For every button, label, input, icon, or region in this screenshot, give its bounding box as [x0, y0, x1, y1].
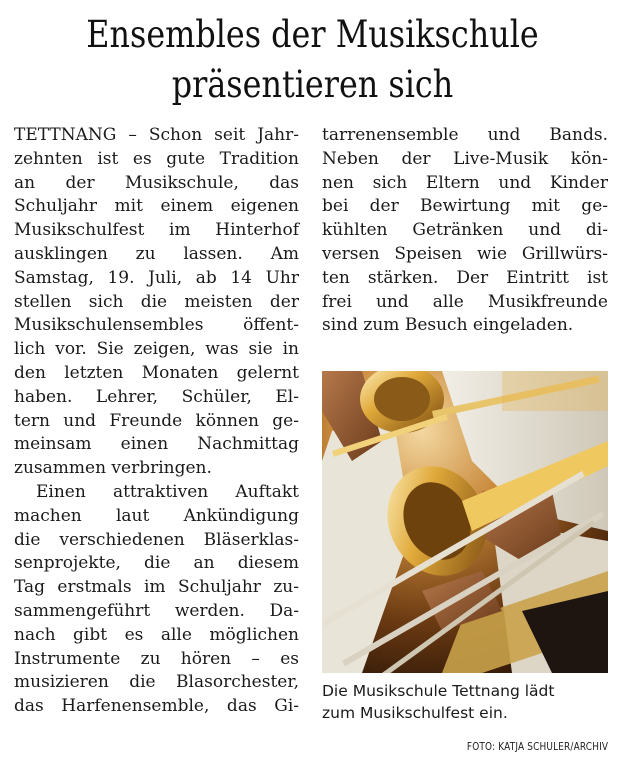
article-line: bei der Bewirtung mit ge-	[322, 196, 608, 217]
article-line: sind zum Besuch eingeladen.	[322, 315, 574, 336]
article-line: meinsam einen Nachmittag	[14, 434, 299, 455]
article-line: nach gibt es alle möglichen	[14, 624, 299, 645]
article-line: versen Speisen wie Grillwürs-	[322, 243, 608, 264]
article-line: zusammen verbringen.	[14, 458, 212, 479]
article-line: sammengeführt werden. Da-	[14, 600, 299, 621]
article-line: Musikschulfest im Hinterhof	[14, 220, 299, 241]
article-right-column	[322, 124, 608, 338]
photo-caption	[322, 680, 608, 724]
article-line: tarrenensemble und Bands.	[322, 125, 608, 145]
article-line: TETTNANG – Schon seit Jahr-	[14, 125, 299, 145]
article-line: musizieren die Blasorchester,	[14, 672, 299, 693]
article-line: Neben der Live-Musik kön-	[322, 148, 608, 169]
article-line: das Harfenensemble, das Gi-	[14, 696, 299, 717]
article-line: Instrumente zu hören – es	[14, 648, 299, 669]
article-line: lich vor. Sie zeigen, was sie in	[14, 339, 299, 360]
headline-line-1: Ensembles der Musikschule	[86, 13, 539, 56]
article-line: machen laut Ankündigung	[14, 505, 299, 526]
article-line: Tag erstmals im Schuljahr zu-	[14, 577, 299, 598]
photo-credit: FOTO: KATJA SCHULER/ARCHIV	[466, 741, 608, 753]
caption-line-1: Die Musikschule Tettnang lädt	[322, 682, 555, 700]
article-line: stellen sich die meisten der	[14, 291, 299, 312]
article-line: tern und Freunde können ge-	[14, 410, 299, 431]
article-line: haben. Lehrer, Schüler, El-	[14, 386, 299, 407]
trombone-photo	[322, 371, 608, 673]
article-line: den letzten Monaten gelernt	[14, 362, 299, 383]
article-line: senprojekte, die an diesem	[14, 553, 299, 574]
trombone-photo-illustration	[322, 371, 608, 673]
article-line: nen sich Eltern und Kinder	[322, 172, 608, 193]
article-line: ten stärken. Der Eintritt ist	[322, 267, 608, 288]
article-line: ausklingen zu lassen. Am	[14, 243, 299, 264]
article-left-column	[14, 124, 299, 719]
headline	[44, 10, 582, 110]
article-line: Einen attraktiven Auftakt	[36, 481, 299, 502]
article-line: an der Musikschule, das	[14, 172, 299, 193]
caption-line-2: zum Musikschulfest ein.	[322, 704, 508, 722]
article-line: Musikschulensembles öffent-	[14, 315, 299, 336]
article-line: die verschiedenen Bläserklas-	[14, 529, 299, 550]
article-line: kühlten Getränken und di-	[322, 220, 608, 241]
article-line: frei und alle Musikfreunde	[322, 291, 608, 312]
article-line: Samstag, 19. Juli, ab 14 Uhr	[14, 267, 299, 288]
article-line: Schuljahr mit einem eigenen	[14, 196, 299, 217]
article-line: zehnten ist es gute Tradition	[14, 148, 299, 169]
headline-line-2: präsentieren sich	[171, 63, 454, 106]
